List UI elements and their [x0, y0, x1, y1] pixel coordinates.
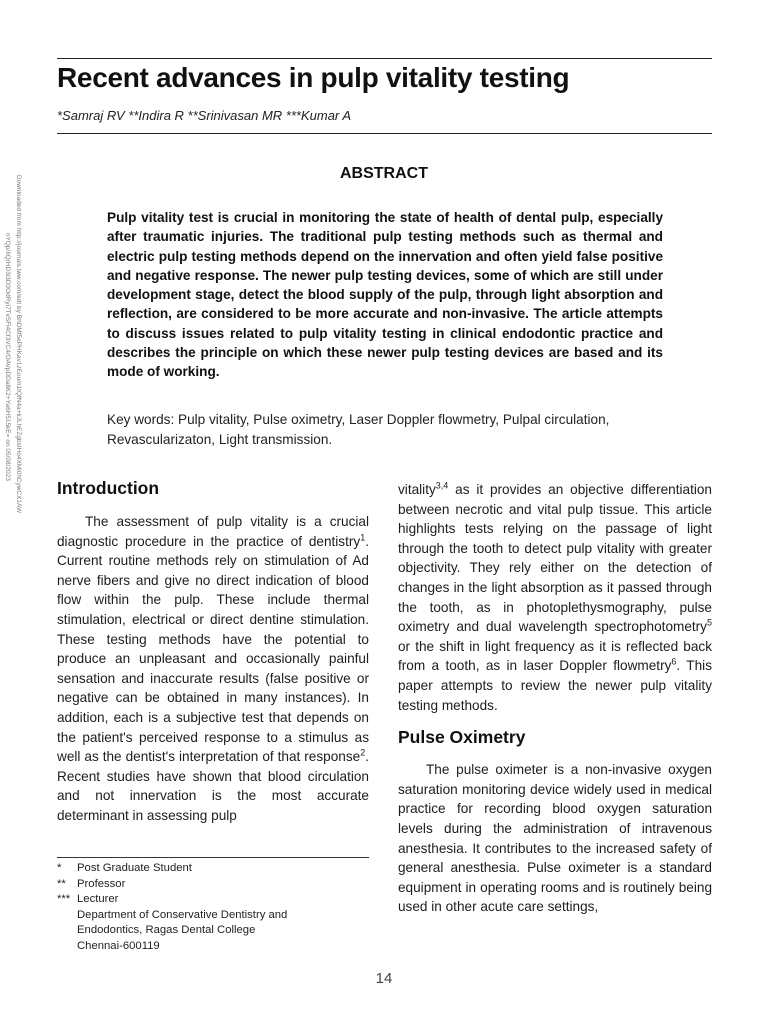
abstract-text: Pulp vitality test is crucial in monitoring the state of health of dental pulp, especially after traumatic injuries. The traditional pulp testing methods such as thermal and electric pulp testing methods depend on the innervation and often yield false positive and negative response. The newer pulp testing devices, some of which are still under development stage, detect the blood supply of the pulp, through light absorption and reflection, are considered to be more accurate and non-invasive. The article attempts to discuss issues related to pulp vitality testing in clinical endodontic practice and describes the principle on which these newer pulp testing devices are based and its mode of working.	[107, 210, 663, 380]
footnote: * Post Graduate Student	[57, 862, 192, 874]
watermark-line-2: nYQp/IlQrHD3i3D0OdRyi7TvSFl4Cf3VC4/OAVpDDa8K2+Ya6H515kE= on 05/08/2023	[4, 233, 11, 481]
citation-3-4: 3,4	[435, 480, 449, 491]
citation-2: 2	[360, 747, 366, 758]
footnote-rule	[57, 857, 369, 858]
footnotes	[57, 861, 369, 955]
left-column	[57, 478, 369, 826]
paper-title: Recent advances in pulp vitality testing	[57, 62, 570, 93]
watermark-line-1: Downloaded from http://journals.lww.com/edt by BhDMf5ePHKav1zEoum1tQfN4a+kJLhEZgbsIHo4XMi0hCywCX1AW	[15, 175, 22, 514]
page-number: 14	[375, 970, 393, 987]
introduction-paragraph: The assessment of pulp vitality is a crucial diagnostic procedure in the practice of dentistry$^1$. Current routine methods rely on stimulation of Ad nerve fibers and give no direct indication of blood flow within the pulp. These include thermal stimulation, electrical or direct dentine stimulation. These testing methods have the potential to produce an unpleasant and occasionally painful sensation and inaccurate results (false positive or negative can be obtained in many instances). In addition, each is a subjective test that depends on the patient's perceived response to a stimulus as well as the dentist's interpretation of that response$^2$. Recent studies have shown that blood circulation and not innervation is the most accurate determinant in assessing pulp	[57, 514, 369, 823]
pulse-oximetry-paragraph: The pulse oximeter is a non-invasive oxygen saturation monitoring device widely used in medical practice for recording blood oxygen saturation levels during the administration of intravenous anesthesia. It contributes to the increased safety of general anesthesia. Pulse oximeter is a standard equipment in operating rooms and is routinely being used in other acute care settings,	[398, 762, 712, 915]
vitality-paragraph: vitality$^{3,4}$ as it provides an objective differentiation between necrotic and vital pulp tissue. This article highlights tests relying on the passage of light through the tooth to detect pulp vitality with greater objectivity. They rely either on the detection of changes in the light absorption as it passed through the tooth, as in photoplethysmography, pulse oximetry and dual wavelength spectrophotometry$^5$ or the shift in light frequency as it is reflected back from a tooth, as in laser Doppler flowmetry$^6$. This paper attempts to review the newer pulp vitality testing methods.	[398, 480, 712, 713]
introduction-heading: Introduction	[57, 478, 160, 498]
footnote: Endodontics, Ragas Dental College	[77, 924, 256, 937]
pulse-oximetry-heading: Pulse Oximetry	[398, 727, 526, 748]
footnote: *** Lecturer	[57, 893, 119, 906]
citation-6: 6	[671, 656, 677, 667]
abstract-heading: ABSTRACT	[340, 165, 428, 182]
footnote: Department of Conservative Dentistry and	[77, 908, 288, 921]
citation-5: 5	[706, 617, 712, 628]
header-rule	[57, 133, 712, 134]
keywords: Key words: Pulp vitality, Pulse oximetry, Laser Doppler flowmetry, Pulpal circulation, Revascularizaton, Light transmission.	[107, 412, 610, 447]
footnote: Chennai-600119	[77, 939, 160, 952]
citation-1: 1	[360, 532, 366, 543]
top-rule	[57, 58, 712, 59]
download-watermark	[4, 175, 44, 595]
footnote: ** Professor	[57, 877, 126, 890]
author-list: *Samraj RV **Indira R **Srinivasan MR ***Kumar A	[57, 108, 352, 123]
right-column	[398, 480, 712, 917]
